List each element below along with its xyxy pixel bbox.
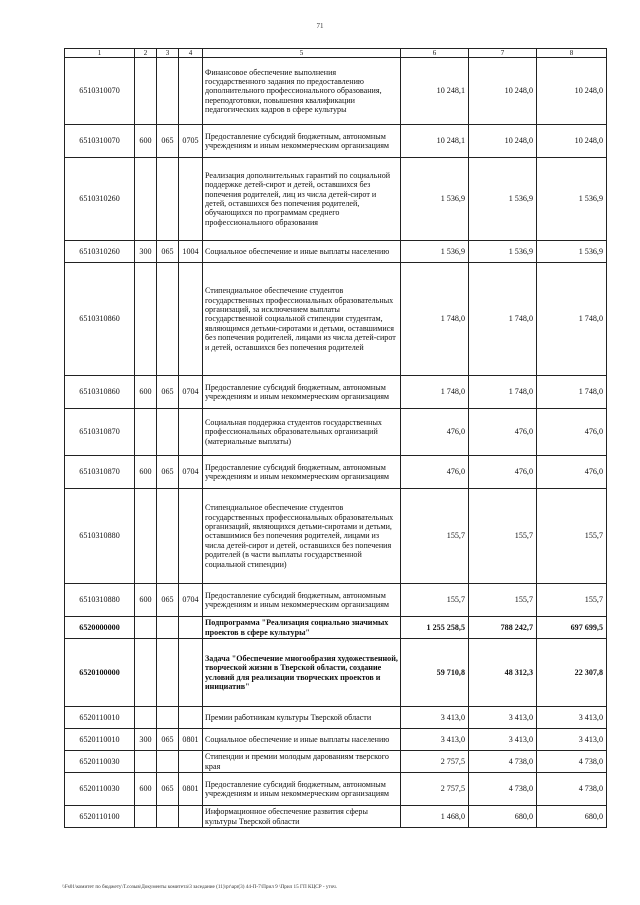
budget-code-cell: 6510310070 [65,125,135,158]
table-row [65,241,607,263]
amount-year-3-cell: 22 307,8 [537,639,607,707]
amount-year-3-cell: 10 248,0 [537,125,607,158]
budget-code-cell: 6520110030 [65,751,135,773]
expense-type-cell [135,639,157,707]
budget-code-cell: 6520110100 [65,806,135,828]
amount-year-2-cell: 3 413,0 [469,729,537,751]
amount-year-1-cell: 1 748,0 [401,376,469,409]
amount-year-1-cell: 1 748,0 [401,263,469,376]
item-name-cell: Социальная поддержка студентов государственных профессиональных образовательных организаций (материальные выплаты) [203,409,401,456]
amount-year-3-cell: 4 738,0 [537,751,607,773]
department-cell: 065 [157,241,179,263]
amount-year-2-cell: 680,0 [469,806,537,828]
expense-type-cell [135,617,157,639]
amount-year-1-cell: 476,0 [401,456,469,489]
table-row [65,376,607,409]
table-row [65,773,607,806]
amount-year-2-cell: 10 248,0 [469,58,537,125]
amount-year-3-cell: 155,7 [537,489,607,584]
table-row [65,263,607,376]
item-name-cell: Задача "Обеспечение многообразия художественной, творческой жизни в Тверской области, создание условий для реализации творческих проектов и инициатив" [203,639,401,707]
column-header: 4 [179,49,203,58]
amount-year-3-cell: 1 748,0 [537,376,607,409]
section-cell: 0704 [179,584,203,617]
amount-year-3-cell: 1 536,9 [537,158,607,241]
amount-year-3-cell: 3 413,0 [537,707,607,729]
amount-year-3-cell: 1 748,0 [537,263,607,376]
amount-year-2-cell: 3 413,0 [469,707,537,729]
department-cell [157,158,179,241]
amount-year-1-cell: 1 468,0 [401,806,469,828]
section-cell: 0704 [179,456,203,489]
budget-table [64,48,607,828]
expense-type-cell: 600 [135,376,157,409]
expense-type-cell [135,707,157,729]
item-name-cell: Стипендиальное обеспечение студентов государственных профессиональных образовательных организаций, за исключением выплаты государственной социальной стипендии студентам, являющимся детьми-сиротами и детьми, оставшимися без попечения родителей, лицами из числа детей-сирот и детей, оставшихся без попечения родителей [203,263,401,376]
expense-type-cell: 600 [135,773,157,806]
item-name-cell: Предоставление субсидий бюджетным, автономным учреждениям и иным некоммерческим организациям [203,456,401,489]
amount-year-3-cell: 10 248,0 [537,58,607,125]
expense-type-cell [135,158,157,241]
table-row [65,729,607,751]
budget-code-cell: 6520110010 [65,707,135,729]
section-cell [179,639,203,707]
amount-year-2-cell: 10 248,0 [469,125,537,158]
amount-year-2-cell: 476,0 [469,409,537,456]
page-number: 71 [316,22,324,30]
table-header-row [65,49,607,58]
table-row [65,707,607,729]
item-name-cell: Стипендии и премии молодым дарованиям тверского края [203,751,401,773]
amount-year-1-cell: 1 536,9 [401,241,469,263]
expense-type-cell: 300 [135,729,157,751]
amount-year-3-cell: 1 536,9 [537,241,607,263]
column-header: 5 [203,49,401,58]
item-name-cell: Подпрограмма "Реализация социально значимых проектов в сфере культуры" [203,617,401,639]
item-name-cell: Премии работникам культуры Тверской области [203,707,401,729]
section-cell [179,751,203,773]
budget-code-cell: 6510310860 [65,376,135,409]
amount-year-1-cell: 1 536,9 [401,158,469,241]
department-cell [157,617,179,639]
expense-type-cell [135,263,157,376]
budget-code-cell: 6510310260 [65,241,135,263]
table-row [65,806,607,828]
section-cell: 0704 [179,376,203,409]
expense-type-cell: 300 [135,241,157,263]
amount-year-2-cell: 1 536,9 [469,158,537,241]
section-cell: 0705 [179,125,203,158]
budget-code-cell: 6520000000 [65,617,135,639]
table-row [65,584,607,617]
budget-code-cell: 6510310880 [65,489,135,584]
budget-code-cell: 6510310260 [65,158,135,241]
amount-year-2-cell: 476,0 [469,456,537,489]
amount-year-2-cell: 788 242,7 [469,617,537,639]
expense-type-cell: 600 [135,125,157,158]
amount-year-2-cell: 155,7 [469,584,537,617]
amount-year-1-cell: 3 413,0 [401,729,469,751]
department-cell [157,751,179,773]
budget-code-cell: 6510310880 [65,584,135,617]
column-header: 6 [401,49,469,58]
expense-type-cell: 600 [135,456,157,489]
budget-code-cell: 6510310870 [65,456,135,489]
section-cell [179,617,203,639]
table-row [65,158,607,241]
amount-year-1-cell: 2 757,5 [401,751,469,773]
amount-year-3-cell: 155,7 [537,584,607,617]
amount-year-1-cell: 10 248,1 [401,125,469,158]
department-cell: 065 [157,376,179,409]
table-row [65,751,607,773]
department-cell: 065 [157,584,179,617]
amount-year-2-cell: 4 738,0 [469,751,537,773]
amount-year-1-cell: 2 757,5 [401,773,469,806]
budget-code-cell: 6510310870 [65,409,135,456]
table-row [65,58,607,125]
amount-year-2-cell: 155,7 [469,489,537,584]
budget-code-cell: 6520110030 [65,773,135,806]
item-name-cell: Предоставление субсидий бюджетным, автономным учреждениям и иным некоммерческим организациям [203,584,401,617]
amount-year-3-cell: 4 738,0 [537,773,607,806]
table-row [65,409,607,456]
item-name-cell: Предоставление субсидий бюджетным, автономным учреждениям и иным некоммерческим организациям [203,376,401,409]
expense-type-cell [135,806,157,828]
item-name-cell: Финансовое обеспечение выполнения государственного задания по предоставлению дополнительного профессионального образования, переподготовки, повышения квалификации педагогических кадров в сфере культуры [203,58,401,125]
amount-year-2-cell: 1 748,0 [469,263,537,376]
budget-code-cell: 6520110010 [65,729,135,751]
section-cell [179,263,203,376]
column-header: 3 [157,49,179,58]
file-path-footer: \\Fs01\комитет по бюджету\Т.созыв\Документы комитета\3 заседание (11)\pr\apr(3) 44-П-7\Прил 9 \Прил 15 ГП КЦСР - уточ. [62,884,338,890]
amount-year-3-cell: 3 413,0 [537,729,607,751]
item-name-cell: Социальное обеспечение и иные выплаты населению [203,729,401,751]
item-name-cell: Социальное обеспечение и иные выплаты населению [203,241,401,263]
expense-type-cell [135,58,157,125]
amount-year-3-cell: 476,0 [537,456,607,489]
department-cell [157,263,179,376]
amount-year-1-cell: 3 413,0 [401,707,469,729]
expense-type-cell [135,751,157,773]
column-header: 8 [537,49,607,58]
column-header: 7 [469,49,537,58]
item-name-cell: Реализация дополнительных гарантий по социальной поддержке детей-сирот и детей, оставшихся без попечения родителей, лиц из числа детей-сирот и детей, оставшихся без попечения родителей, обучающихся по программам среднего профессионального образования [203,158,401,241]
table-row [65,456,607,489]
department-cell [157,409,179,456]
table-row [65,639,607,707]
amount-year-3-cell: 680,0 [537,806,607,828]
section-cell [179,58,203,125]
expense-type-cell: 600 [135,584,157,617]
amount-year-1-cell: 10 248,1 [401,58,469,125]
amount-year-2-cell: 48 312,3 [469,639,537,707]
department-cell: 065 [157,125,179,158]
department-cell [157,639,179,707]
section-cell: 0801 [179,773,203,806]
department-cell: 065 [157,456,179,489]
amount-year-1-cell: 59 710,8 [401,639,469,707]
column-header: 1 [65,49,135,58]
amount-year-1-cell: 1 255 258,5 [401,617,469,639]
amount-year-2-cell: 1 748,0 [469,376,537,409]
amount-year-3-cell: 476,0 [537,409,607,456]
expense-type-cell [135,489,157,584]
item-name-cell: Предоставление субсидий бюджетным, автономным учреждениям и иным некоммерческим организациям [203,773,401,806]
expense-type-cell [135,409,157,456]
section-cell [179,707,203,729]
table-row [65,617,607,639]
section-cell [179,409,203,456]
column-header: 2 [135,49,157,58]
budget-code-cell: 6510310070 [65,58,135,125]
item-name-cell: Стипендиальное обеспечение студентов государственных профессиональных образовательных организаций, являющихся детьми-сиротами и детьми, оставшимися без попечения родителей, лицами из числа детей-сирот и детей, оставшихся без попечения родителей (в части выплаты государственной социальной стипендии) [203,489,401,584]
table-row [65,489,607,584]
department-cell [157,58,179,125]
amount-year-1-cell: 155,7 [401,584,469,617]
department-cell [157,489,179,584]
department-cell: 065 [157,773,179,806]
section-cell: 1004 [179,241,203,263]
item-name-cell: Информационное обеспечение развития сферы культуры Тверской области [203,806,401,828]
amount-year-2-cell: 1 536,9 [469,241,537,263]
table-row [65,125,607,158]
section-cell [179,806,203,828]
department-cell [157,806,179,828]
section-cell: 0801 [179,729,203,751]
section-cell [179,158,203,241]
department-cell [157,707,179,729]
section-cell [179,489,203,584]
amount-year-3-cell: 697 699,5 [537,617,607,639]
amount-year-1-cell: 155,7 [401,489,469,584]
budget-code-cell: 6520100000 [65,639,135,707]
amount-year-1-cell: 476,0 [401,409,469,456]
amount-year-2-cell: 4 738,0 [469,773,537,806]
department-cell: 065 [157,729,179,751]
item-name-cell: Предоставление субсидий бюджетным, автономным учреждениям и иным некоммерческим организациям [203,125,401,158]
budget-code-cell: 6510310860 [65,263,135,376]
